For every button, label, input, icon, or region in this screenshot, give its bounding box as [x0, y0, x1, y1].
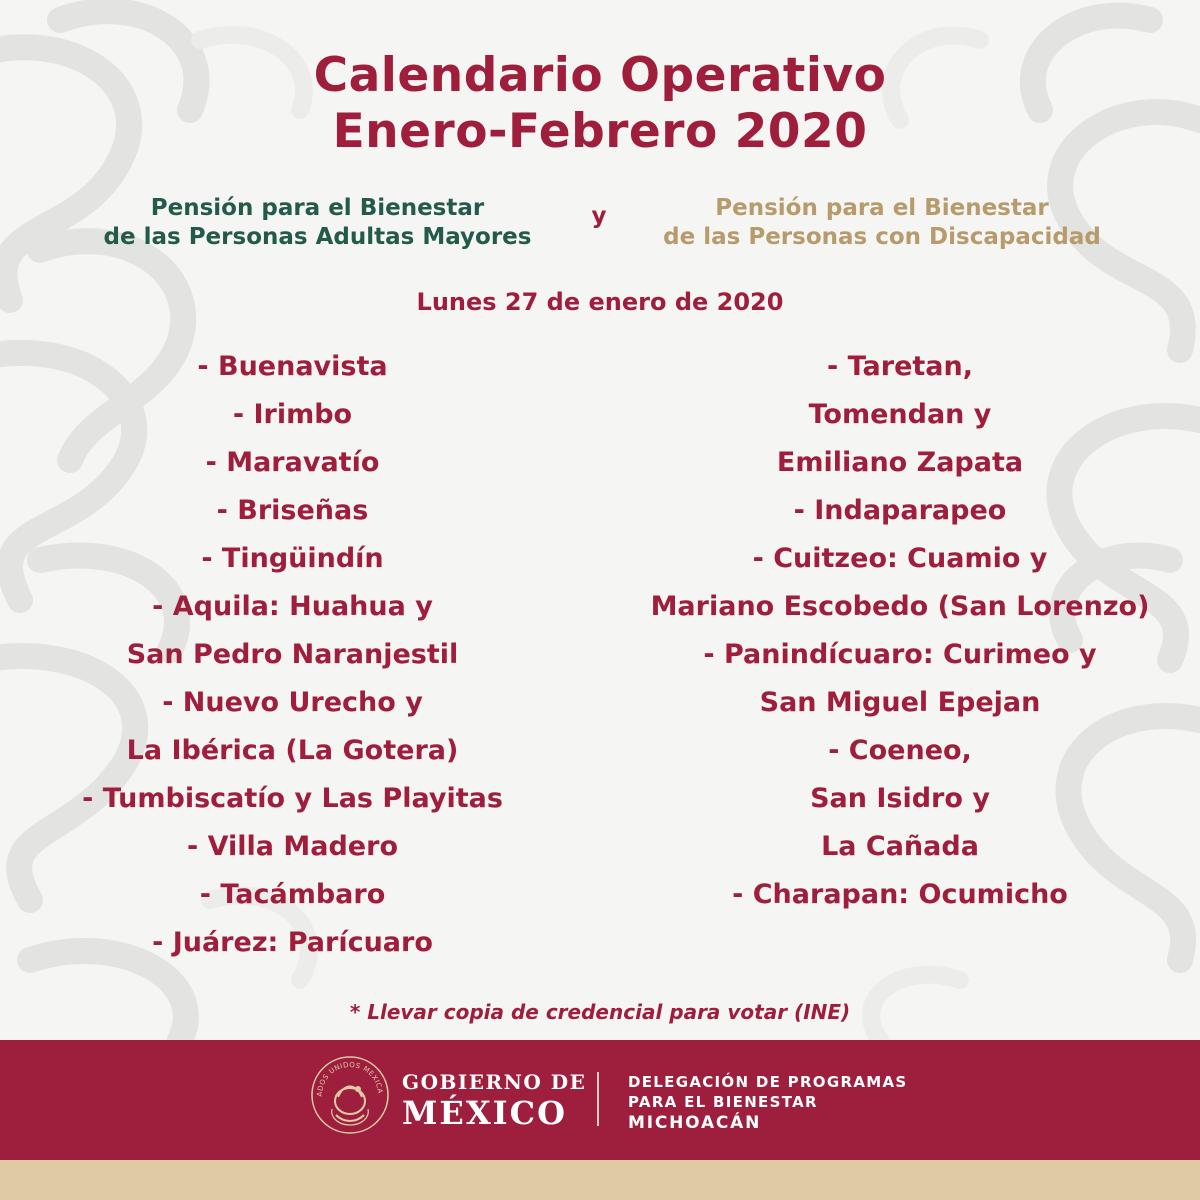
location-item: - Panindícuaro: Curimeo y [703, 639, 1097, 670]
mexico-coat-of-arms-icon [308, 1053, 392, 1137]
location-item: San Pedro Naranjestil [126, 639, 459, 670]
gobierno-de-mexico-logo [402, 1070, 586, 1132]
location-item: - Buenavista [197, 351, 388, 382]
locations-left-column [40, 343, 545, 967]
location-item: - Coeneo, [828, 735, 972, 766]
delegation-line-1: DELEGACIÓN DE PROGRAMAS [628, 1073, 908, 1091]
title-line-1: Calendario Operativo [313, 48, 887, 103]
location-item: - Juárez: Parícuaro [152, 927, 433, 958]
location-item: - Tacámbaro [199, 879, 386, 910]
location-item: Mariano Escobedo (San Lorenzo) [650, 591, 1150, 622]
location-item: - Irimbo [232, 399, 353, 430]
location-item: - Maravatío [205, 447, 380, 478]
delegation-line-2: PARA EL BIENESTAR [628, 1093, 818, 1111]
delegation-line-3: MICHOACÁN [628, 1113, 762, 1133]
svg-text:ESTADOS UNIDOS MEXICANOS [308, 1053, 384, 1097]
location-item: - Aquila: Huahua y [152, 591, 433, 622]
location-item: Tomendan y [808, 399, 992, 430]
location-item: - Tumbiscatío y Las Playitas [82, 783, 503, 814]
program-adultos-mayores [60, 194, 575, 252]
location-item: Emiliano Zapata [776, 447, 1024, 478]
gov-line-2: MÉXICO [402, 1094, 567, 1132]
location-item: - Indaparapeo [793, 495, 1007, 526]
page-title [0, 48, 1200, 160]
location-item: - Briseñas [216, 495, 369, 526]
title-line-2: Enero-Febrero 2020 [332, 104, 868, 159]
program-right-line-2: de las Personas con Discapacidad [663, 224, 1101, 250]
gov-line-1: GOBIERNO DE [402, 1070, 587, 1094]
location-item: - Villa Madero [186, 831, 398, 862]
schedule-date: Lunes 27 de enero de 2020 [416, 288, 784, 316]
location-item: - Cuitzeo: Cuamio y [752, 543, 1048, 574]
program-right-line-1: Pensión para el Bienestar [715, 195, 1049, 221]
delegation-name [628, 1072, 907, 1134]
location-item: - Taretan, [827, 351, 973, 382]
location-item: La Cañada [821, 831, 979, 862]
program-connector: y [591, 203, 607, 229]
location-item: - Nuevo Urecho y [162, 687, 423, 718]
locations-right-column [620, 343, 1180, 919]
location-item: San Isidro y [810, 783, 990, 814]
footer-strip [0, 1160, 1200, 1200]
ine-note: * Llevar copia de credencial para votar (INE) [349, 1000, 851, 1024]
program-left-line-1: Pensión para el Bienestar [150, 195, 485, 221]
program-discapacidad [612, 194, 1152, 252]
seal-text: ADOS UNIDOS MEXICA [315, 1060, 385, 1097]
location-item: San Miguel Epejan [759, 687, 1041, 718]
footer-divider [597, 1072, 599, 1126]
location-item: La Ibérica (La Gotera) [126, 735, 459, 766]
location-item: - Tingüindín [201, 543, 384, 574]
program-left-line-2: de las Personas Adultas Mayores [103, 224, 532, 250]
location-item: - Charapan: Ocumicho [732, 879, 1068, 910]
footer-banner [0, 1040, 1200, 1160]
